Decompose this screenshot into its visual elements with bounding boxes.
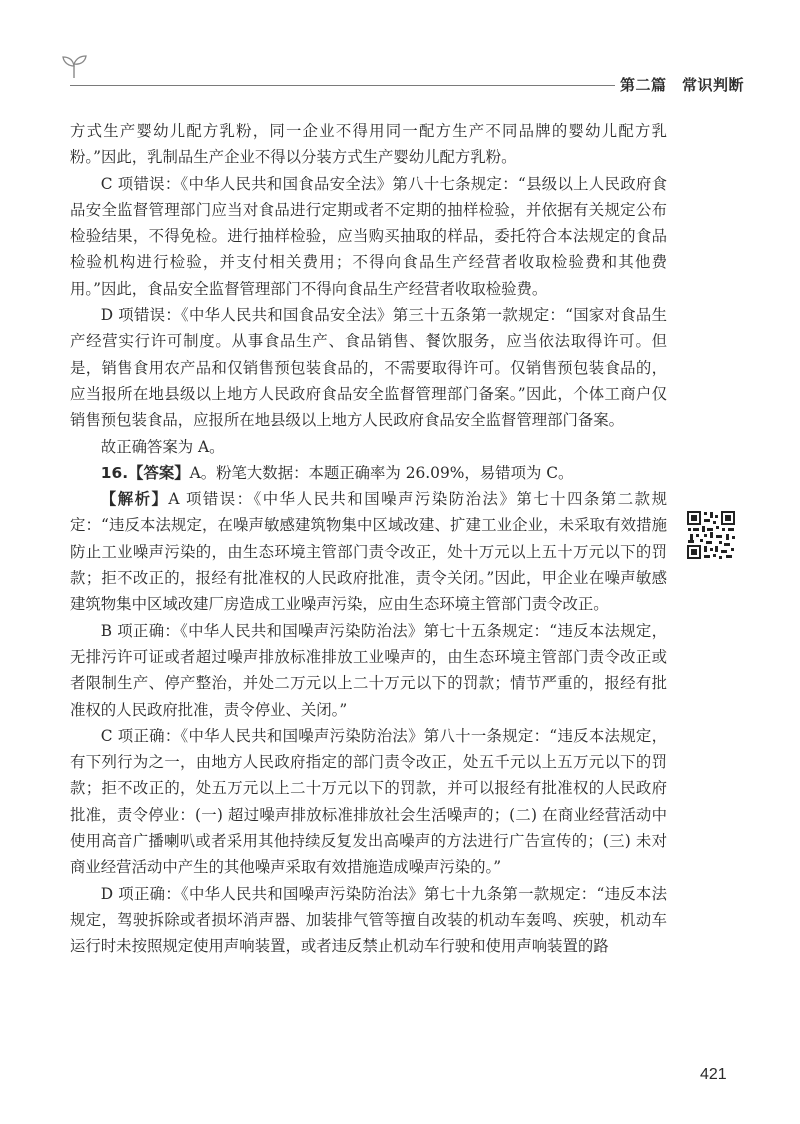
qr-code-icon[interactable]	[686, 510, 736, 560]
sprout-icon	[60, 52, 88, 80]
paragraph-analysis	[70, 486, 667, 617]
section-title: 第二篇 常识判断	[620, 76, 745, 94]
paragraph-answer-conclusion: 故正确答案为 A。	[100, 437, 225, 456]
paragraph-option-d-food: D 项错误：《中华人民共和国食品安全法》第三十五条第一款规定：“国家对食品生产经营实行许可制度。从事食品生产、食品销售、餐饮服务，应当依法取得许可。但是，销售食用农产品和仅销售预包装食品的，不需要取得许可。仅销售预包装食品的，应当报所在地县级以上地方人民政府食品安全监督管理部门备案。”因此，个体工商户仅销售预包装食品，应报所在地县级以上地方人民政府食品安全监督管理部门备案。	[70, 306, 667, 430]
analysis-label: 【解析】	[100, 490, 169, 509]
header-rule	[70, 85, 615, 86]
paragraph-option-b-noise: B 项正确：《中华人民共和国噪声污染防治法》第七十五条规定：“违反本法规定，无排污许可证或者超过噪声排放标准排放工业噪声的，由生态环境主管部门责令改正或者限制生产、停产整治，并处二万元以上二十万元以下的罚款；情节严重的，报经有批准权的人民政府批准，责令停业、关闭。”	[70, 621, 667, 719]
analysis-text: A 项错误：《中华人民共和国噪声污染防治法》第七十四条第二款规定：“违反本法规定，在噪声敏感建筑物集中区域改建、扩建工业企业，未采取有效措施防止工业噪声污染的，由生态环境主管部门责令改正，处十万元以上五十万元以下的罚款；拒不改正的，报经有批准权的人民政府批准，责令关闭。”因此，甲企业在噪声敏感建筑物集中区域改建厂房造成工业噪声污染，应由生态环境主管部门责令改正。	[70, 490, 667, 614]
answer-text: A。粉笔大数据：本题正确率为 26.09%，易错项为 C。	[189, 463, 574, 482]
body-text	[70, 118, 667, 960]
paragraph-answer-16	[70, 460, 667, 486]
paragraph-continuation: 方式生产婴幼儿配方乳粉，同一企业不得用同一配方生产不同品牌的婴幼儿配方乳粉。”因此，乳制品生产企业不得以分装方式生产婴幼儿配方乳粉。	[70, 122, 667, 167]
paragraph-option-c-noise: C 项正确：《中华人民共和国噪声污染防治法》第八十一条规定：“违反本法规定，有下列行为之一，由地方人民政府指定的部门责令改正，处五千元以上五万元以下的罚款；拒不改正的，处五万元以上二十万元以下的罚款，并可以报经有批准权的人民政府批准，责令停业：(一) 超过噪声排放标准排放社会生活噪声的；(二) 在商业经营活动中使用高音广播喇叭或者采用其他持续反复发出高噪声的方法进行广告宣传的；(三) 未对商业经营活动中产生的其他噪声采取有效措施造成噪声污染的。”	[70, 726, 667, 877]
answer-label: 16.【答案】	[100, 463, 190, 482]
paragraph-option-c-food: C 项错误：《中华人民共和国食品安全法》第八十七条规定：“县级以上人民政府食品安全监督管理部门应当对食品进行定期或者不定期的抽样检验，并依据有关规定公布检验结果，不得免检。进行抽样检验，应当购买抽取的样品，委托符合本法规定的食品检验机构进行检验，并支付相关费用；不得向食品生产经营者收取检验费和其他费用。”因此，食品安全监督管理部门不得向食品生产经营者收取检验费。	[70, 174, 667, 298]
page-number: 421	[700, 1066, 727, 1083]
page-header	[0, 0, 800, 100]
paragraph-option-d-noise: D 项正确：《中华人民共和国噪声污染防治法》第七十九条第一款规定：“违反本法规定，驾驶拆除或者损坏消声器、加装排气管等擅自改装的机动车轰鸣、疾驶，机动车运行时未按照规定使用声响装置，或者违反禁止机动车行驶和使用声响装置的路	[70, 884, 667, 956]
